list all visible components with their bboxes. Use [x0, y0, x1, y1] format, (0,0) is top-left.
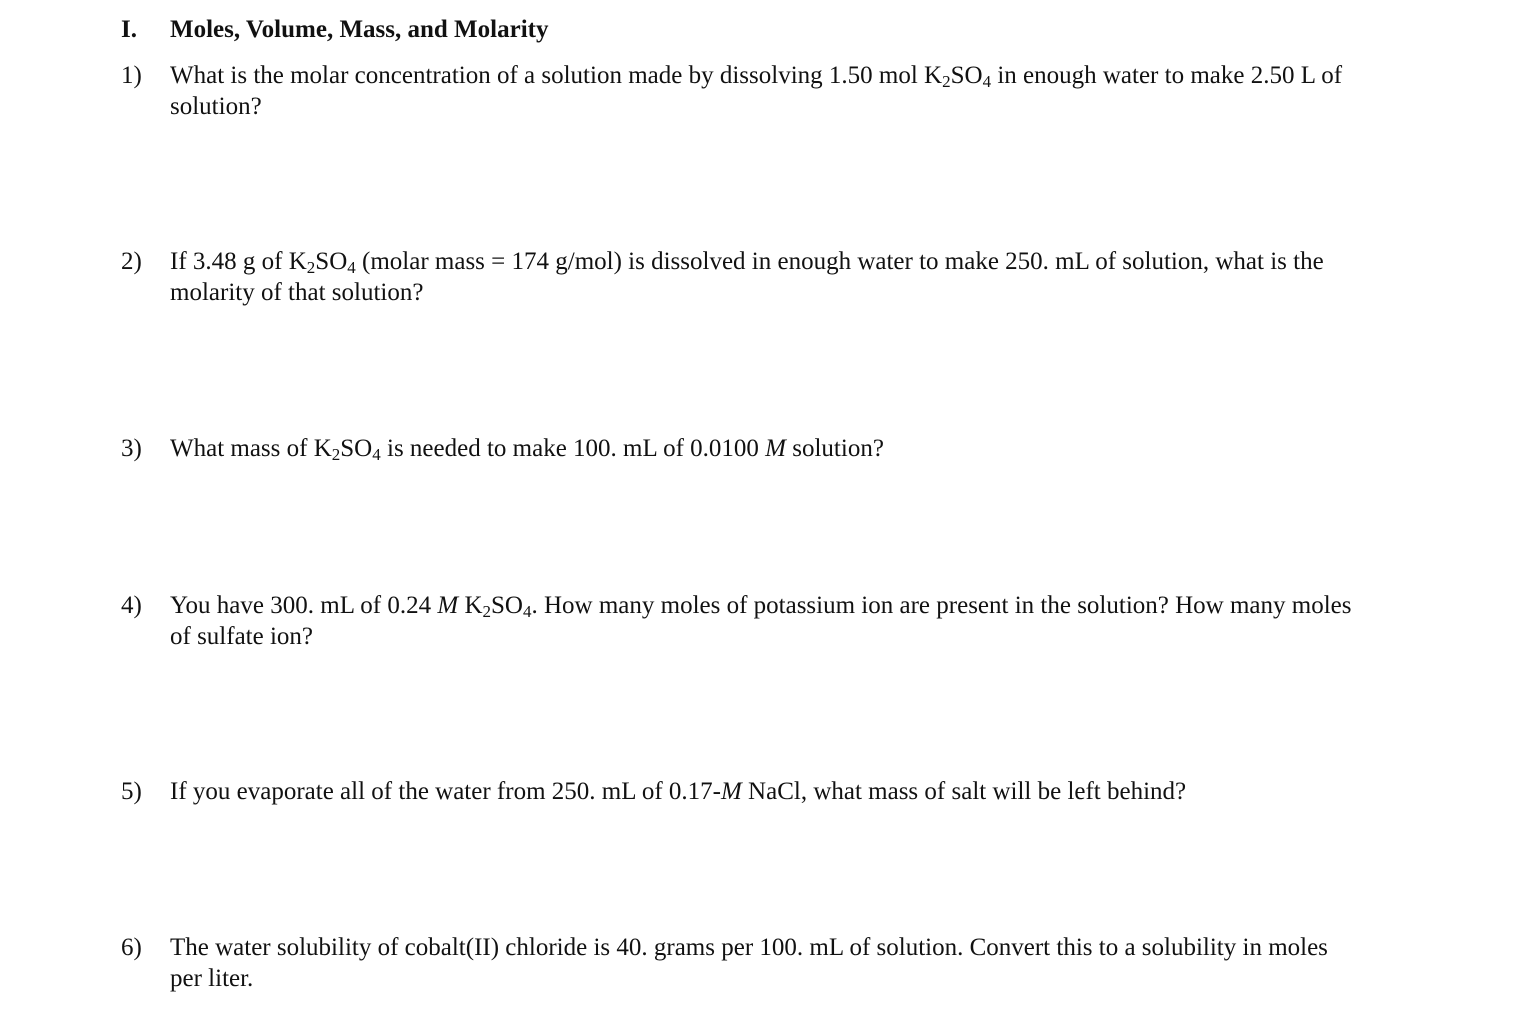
question-text	[170, 433, 1360, 464]
chem-formula-k2so4	[924, 62, 991, 89]
formula-element: K	[313, 435, 332, 462]
question-number: 4)	[121, 592, 142, 619]
molarity-unit: M	[720, 778, 742, 805]
question-text-part: What is the molar concentration of a solution made by dissolving 1.50 mol	[170, 62, 925, 89]
chem-formula-k2so4	[464, 592, 531, 619]
question-text	[170, 776, 1360, 807]
formula-element: K	[464, 592, 483, 619]
question-text-part: NaCl, what mass of salt will be left behind?	[741, 778, 1187, 805]
formula-subscript: 2	[942, 72, 951, 91]
question-text-part: If you evaporate all of the water from 250. mL of 0.17-	[170, 778, 721, 805]
question-number: 3)	[121, 435, 142, 462]
question-number: 1)	[121, 62, 142, 89]
molarity-unit: M	[437, 592, 459, 619]
question-text	[170, 60, 1360, 122]
question-text-part: in enough water to make 2.50 L of solution?	[170, 62, 1343, 120]
formula-element: SO	[340, 435, 373, 462]
molarity-unit: M	[765, 435, 786, 462]
formula-subscript: 2	[306, 258, 316, 277]
question-number: 6)	[121, 934, 142, 961]
formula-subscript: 4	[982, 72, 992, 91]
question-number: 5)	[121, 778, 142, 805]
question-text-part: is needed to make 100. mL of 0.0100	[380, 435, 766, 462]
question-text: The water solubility of cobalt(II) chloride is 40. grams per 100. mL of solution. Convert this to a solubility in moles per liter.	[170, 934, 1328, 992]
formula-subscript: 2	[482, 602, 491, 621]
formula-subscript: 4	[522, 602, 532, 621]
question-text-part: . How many moles of potassium ion are present in the solution? How many moles of sulfate ion?	[170, 592, 1352, 650]
formula-subscript: 4	[347, 258, 356, 277]
formula-subscript: 4	[372, 445, 381, 464]
question-number: 2)	[121, 248, 142, 275]
formula-element: K	[288, 248, 307, 275]
question-text	[170, 246, 1360, 308]
chem-formula-k2so4	[314, 435, 381, 462]
formula-element: K	[924, 62, 943, 89]
formula-subscript: 2	[331, 445, 341, 464]
formula-element: SO	[491, 592, 523, 619]
question-text	[170, 590, 1360, 652]
formula-element: SO	[315, 248, 348, 275]
chem-formula-k2so4	[289, 248, 356, 275]
section-numeral: I.	[121, 16, 137, 43]
question-text-part: If 3.48 g of	[170, 248, 289, 275]
section-title: Moles, Volume, Mass, and Molarity	[170, 16, 549, 43]
formula-element: SO	[950, 62, 983, 89]
question-text-part: (molar mass = 174 g/mol) is dissolved in enough water to make 250. mL of solution, what is the molarity of that solution?	[170, 248, 1324, 306]
question-text-part: What mass of	[170, 435, 314, 462]
question-text-part: You have 300. mL of 0.24	[170, 592, 438, 619]
question-text-part: solution?	[786, 435, 884, 462]
